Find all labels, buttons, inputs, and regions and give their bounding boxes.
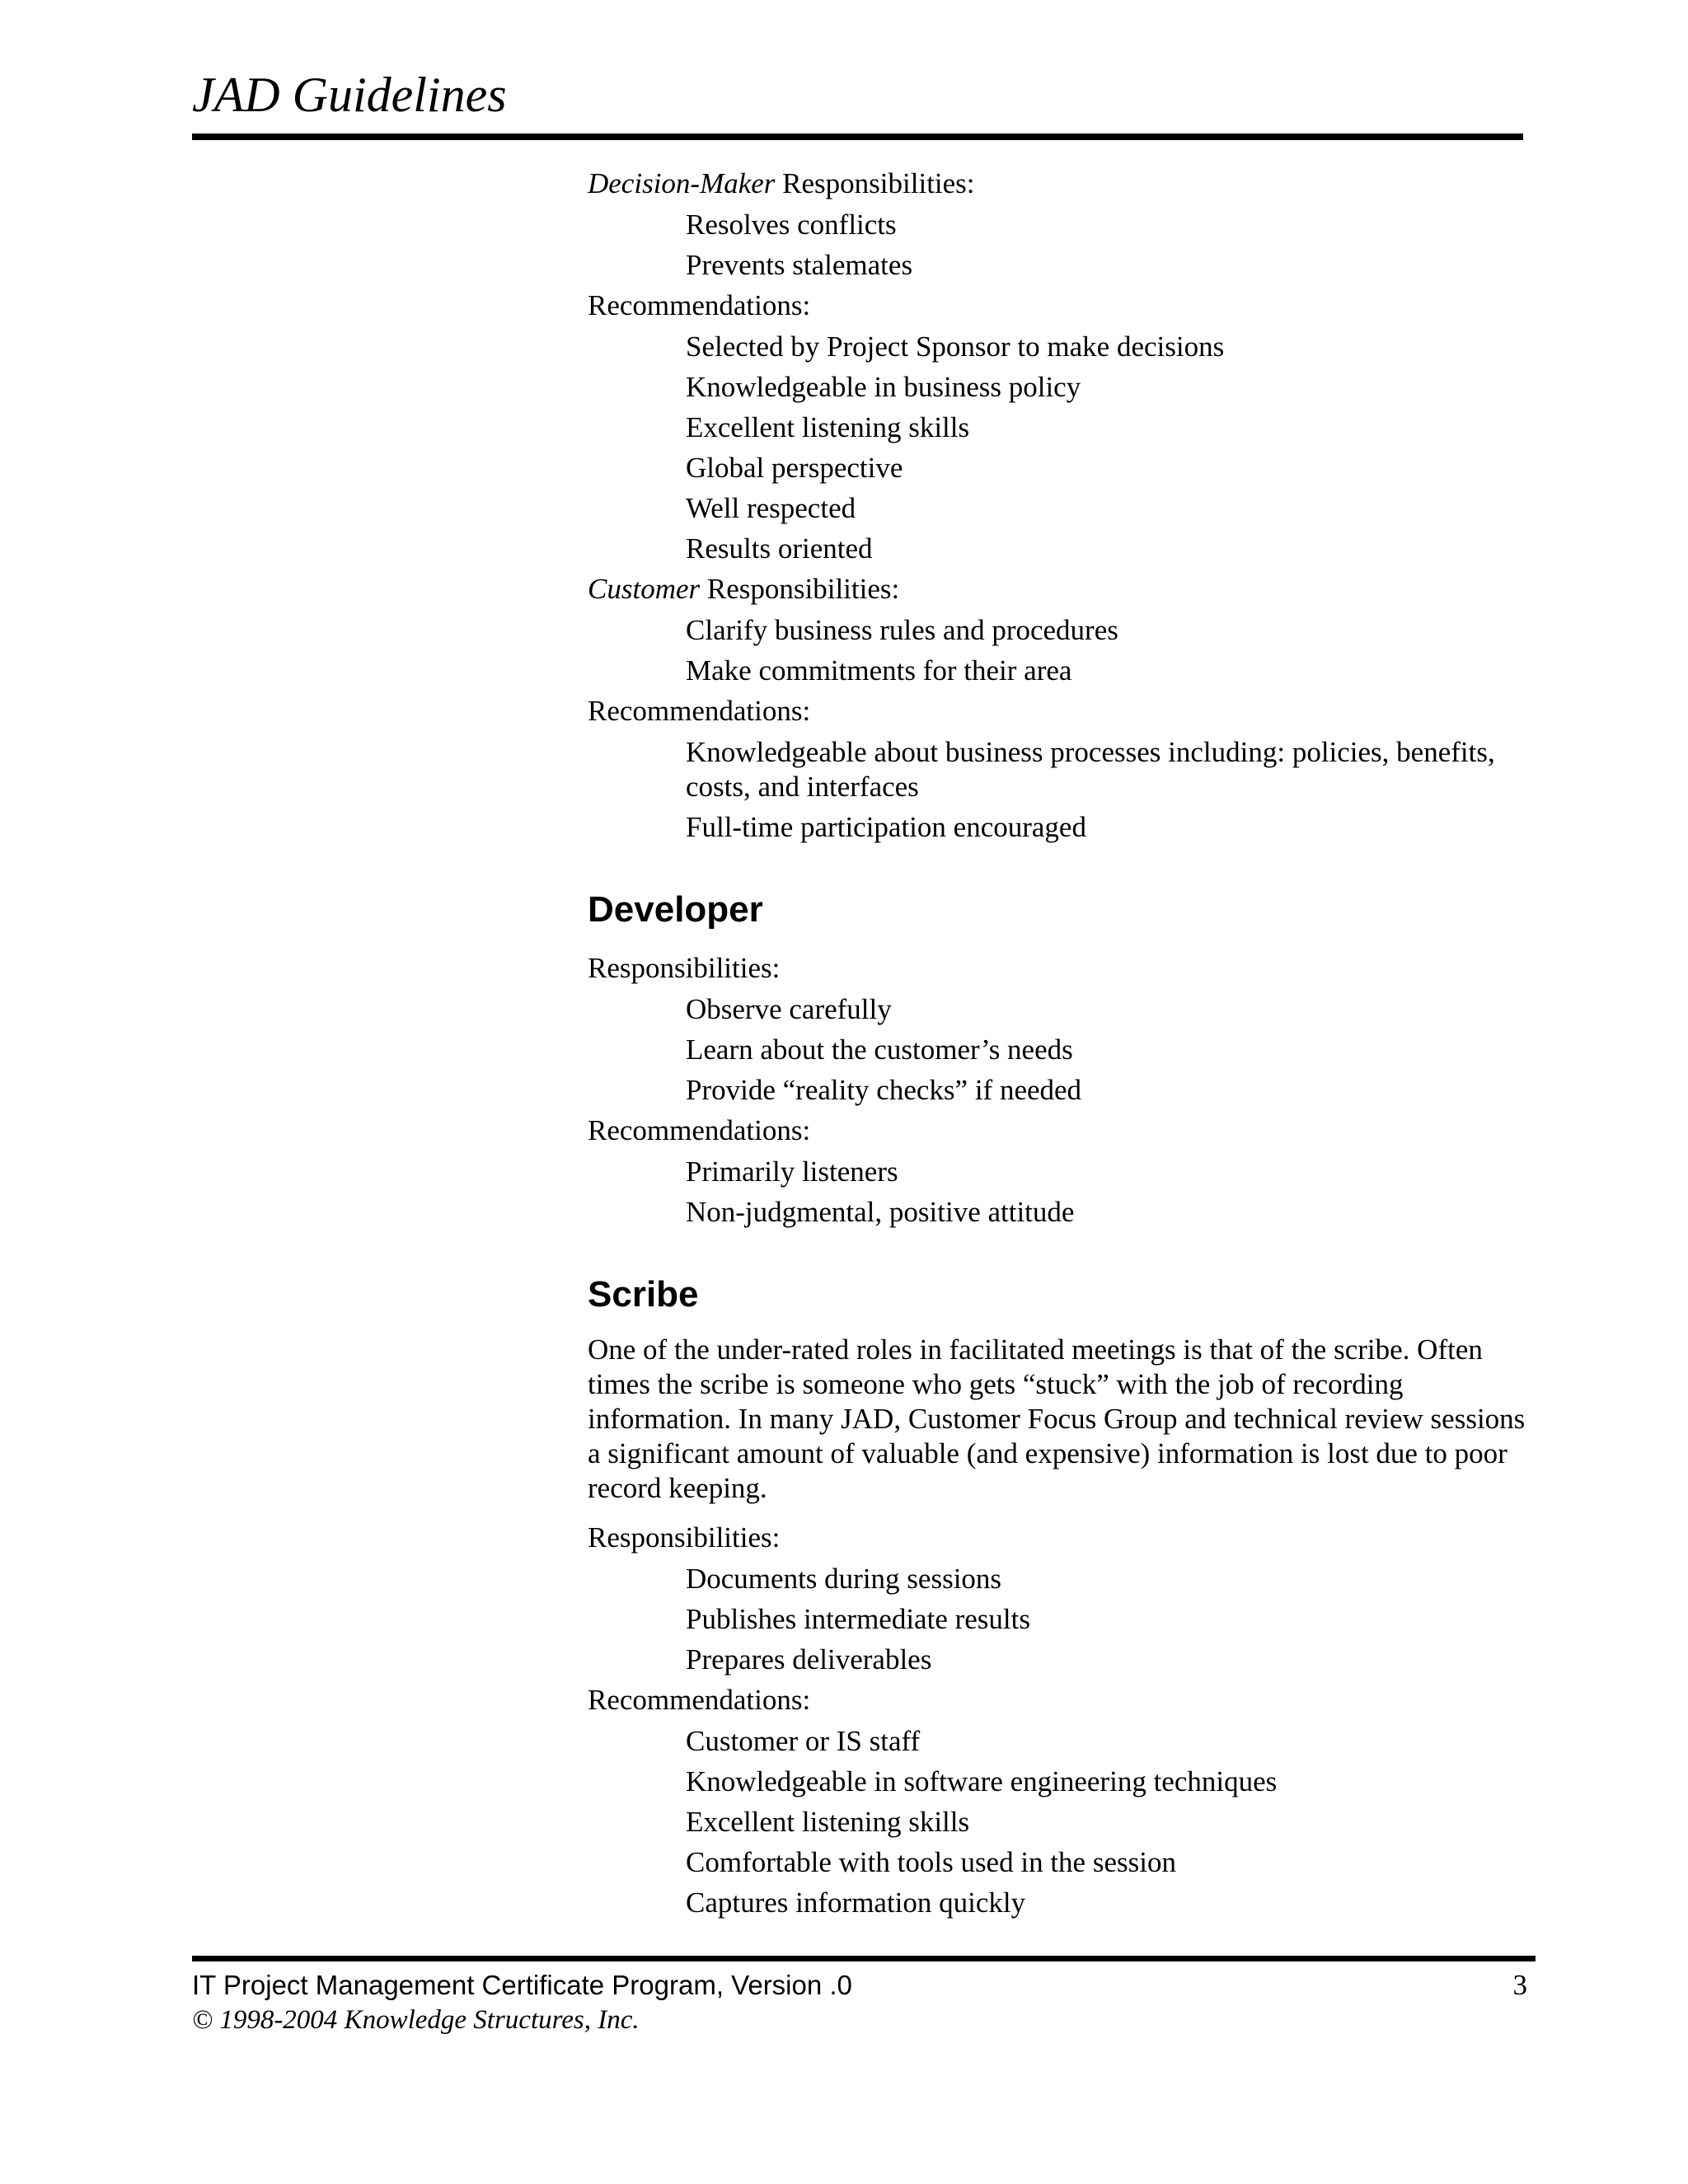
page-header-title: JAD Guidelines bbox=[192, 68, 507, 122]
decision-maker-recommendations-list bbox=[588, 326, 1527, 569]
developer-responsibilities-label: Responsibilities: bbox=[588, 952, 781, 984]
decision-maker-recommendations-label: Recommendations: bbox=[588, 289, 811, 321]
scribe-responsibilities-label: Responsibilities: bbox=[588, 1521, 781, 1554]
list-item: Publishes intermediate results bbox=[686, 1603, 1030, 1635]
scribe-intro-paragraph: One of the under-rated roles in facilitated meetings is that of the scribe. Often times the scribe is someone who gets “stuck” with the job of recording information. In many JAD, Customer Focus Group and technical review sessions a significant amount of valuable (and expensive) information is lost due to poor record keeping. bbox=[588, 1333, 1526, 1504]
list-item: Documents during sessions bbox=[686, 1563, 1002, 1595]
list-item: Provide “reality checks” if needed bbox=[686, 1074, 1082, 1106]
list-item: Well respected bbox=[686, 492, 856, 524]
responsibilities-label-text: Responsibilities: bbox=[775, 167, 975, 199]
list-item: Learn about the customer’s needs bbox=[686, 1033, 1073, 1066]
list-item: Global perspective bbox=[686, 452, 903, 484]
list-item: Customer or IS staff bbox=[686, 1725, 921, 1757]
developer-heading: Developer bbox=[588, 889, 763, 930]
list-item: Excellent listening skills bbox=[686, 411, 970, 443]
developer-recommendations-label: Recommendations: bbox=[588, 1114, 811, 1146]
decision-maker-responsibilities-label bbox=[588, 163, 1527, 204]
scribe-recommendations-label: Recommendations: bbox=[588, 1684, 811, 1716]
developer-responsibilities-list bbox=[588, 989, 1527, 1110]
list-item: Comfortable with tools used in the session bbox=[686, 1846, 1176, 1878]
customer-recommendations-list bbox=[588, 732, 1527, 847]
list-item: Clarify business rules and procedures bbox=[686, 614, 1118, 646]
list-item: Knowledgeable in business policy bbox=[686, 371, 1081, 403]
customer-responsibilities-label bbox=[588, 569, 1527, 610]
list-item: Knowledgeable about business processes including: policies, benefits, costs, and interfaces bbox=[686, 736, 1495, 803]
list-item: Prevents stalemates bbox=[686, 249, 913, 281]
footer-program-text: IT Project Management Certificate Program, Version .0 bbox=[192, 1970, 852, 2000]
list-item: Observe carefully bbox=[686, 993, 892, 1025]
decision-maker-role: Decision-Maker bbox=[588, 167, 776, 199]
scribe-heading: Scribe bbox=[588, 1274, 699, 1315]
footer-copyright: © 1998-2004 Knowledge Structures, Inc. bbox=[192, 2005, 640, 2035]
list-item: Resolves conflicts bbox=[686, 209, 897, 241]
developer-recommendations-list bbox=[588, 1151, 1527, 1232]
list-item: Captures information quickly bbox=[686, 1886, 1026, 1919]
page-number: 3 bbox=[1512, 1969, 1527, 2001]
customer-role: Customer bbox=[588, 573, 701, 605]
list-item: Results oriented bbox=[686, 532, 873, 565]
list-item: Selected by Project Sponsor to make decisions bbox=[686, 330, 1225, 363]
scribe-recommendations-list bbox=[588, 1721, 1527, 1923]
list-item: Non-judgmental, positive attitude bbox=[686, 1196, 1075, 1228]
main-content bbox=[588, 163, 1527, 1923]
decision-maker-responsibilities-list bbox=[588, 204, 1527, 285]
responsibilities-label-text: Responsibilities: bbox=[700, 573, 900, 605]
list-item: Primarily listeners bbox=[686, 1155, 898, 1188]
list-item: Excellent listening skills bbox=[686, 1806, 970, 1838]
list-item: Full-time participation encouraged bbox=[686, 811, 1086, 843]
list-item: Make commitments for their area bbox=[686, 654, 1072, 687]
list-item: Prepares deliverables bbox=[686, 1643, 932, 1675]
footer-rule bbox=[192, 1956, 1536, 1961]
list-item: Knowledgeable in software engineering techniques bbox=[686, 1765, 1278, 1797]
header-rule bbox=[192, 134, 1523, 140]
customer-recommendations-label: Recommendations: bbox=[588, 695, 811, 727]
customer-responsibilities-list bbox=[588, 610, 1527, 691]
scribe-responsibilities-list bbox=[588, 1558, 1527, 1680]
